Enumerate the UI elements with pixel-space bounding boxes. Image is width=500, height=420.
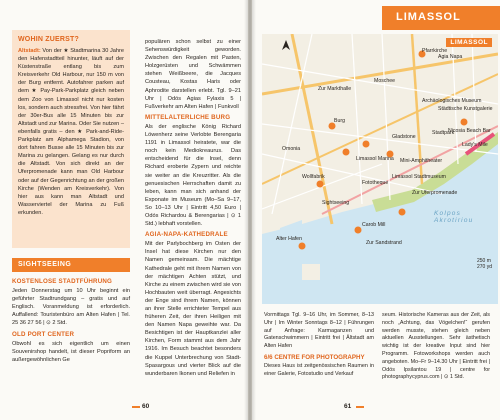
- map-label-marina: Limassol Marina: [356, 156, 394, 162]
- cathedral-text: Mit der Parlybochberg im Osten der Insel hat diese Kirchen nur den Namen gemeinsam. Die mächtige Kathedrale geht mit ihrem Namen von der mächtigen Achten stützt, und Kirche zu einem zwischen wird sie von Hochbauten weit überragt. Angesichts der Enge sind ihrem Namen, können an ihrer Stelle errichteter Tempel aus früheren Zeit, der ihren Heiligen mit den Namen Napa geweihte war. Da Besichtigen ist der Hauptkanzlei aller Kirchen, Form stammt aus dem Jahr 1916. Im Besuch beachtet besonders die Kuppel Unterbrechung von Stadt-Spasargous und vierter Blick auf die wunderbaren Ikonen und Reliefen in: [145, 241, 241, 377]
- map-label-ladys-mile: Lady's Mile: [462, 142, 488, 148]
- map-label-sandstrand: Zur Sandstrand: [366, 240, 402, 246]
- photography-heading: 6/6 CENTRE FOR PHOTOGRAPHY: [264, 353, 365, 361]
- where-first-title: WOHIN ZUERST?: [18, 36, 79, 43]
- city-map: [262, 34, 498, 304]
- hours-text: Vormittags Tgl. 9–16 Uhr, im Sommer, 8–13 Uhr | Im Winter Sonntags 8–12 | Führungen auf Anfrage: Karmaganzen und Gatenschwimmern | Eintritt frei | Ältstadt am Alten Hafen: [264, 312, 374, 350]
- map-label-gladstone: Gladstone: [392, 134, 416, 140]
- museum-text: seum. Historische Kameras aus der Zeit, als noch „Achtung, das Vögelchen!“ gerufen werden musste, stehen gleich neben aktuellen Ausstellungen. Sehr ästhetisch wichtig ist der kreative Input sind hier Programm. Fotoworkshops werden auch angeboten. Mo–Fr 9–14.30 Uhr | Eintritt frei | Odós Ipsilantou 19 | centre for photographycyprus.com | ⊙ 1 Std.: [382, 312, 490, 381]
- map-label-moschee: Moschee: [374, 78, 396, 84]
- city-banner: LIMASSOL: [382, 6, 500, 30]
- old-port-text: Obwohl es sich eigentlich um einen Souvenirshop handelt, ist dieser Popriform an außergewöhnlichen Ge: [12, 340, 130, 363]
- sightseeing-bar: SIGHTSEEING: [12, 258, 130, 272]
- sightseeing-section: [12, 258, 130, 364]
- map-label-carob-mill: Carob Mill: [362, 222, 386, 228]
- page-number-bar-left: [132, 406, 140, 408]
- photography-text: Dieses Haus ist zeitgenössischen Raumen in einer Galerie, Fotostudio und Verkauf: [264, 362, 374, 377]
- old-port-heading: OLD PORT CENTER: [12, 330, 75, 338]
- left-column-text: [145, 38, 241, 378]
- cathedral-heading: AGIA-NAPA-KATHEDRALE: [145, 231, 228, 239]
- left-page: [0, 0, 248, 420]
- page-number-bar-right: [356, 406, 364, 408]
- right-column-b: [382, 312, 490, 382]
- where-first-text: Altstadt: Von der ★ Stadtmarina 30 Jahre den Hafenstadtteil hinunter, läuft auf der Küstenstraße entlang bis zum Kreisverkehr Old Harbour, nur 150 m von der Burg entfernt. Autofahrer parken auf dem ★ Pay-Park-Parkplatz gleich neben dem Zoo von Limassol nicht nur kosten los, sondern auch stressfrei. Von hier fährt der 30er-Bus alle 15 Minuten bis zur Altstadt und zur Marina. Oder Sie nutzen – ebenfalls gratis – den ★ Park-and-Ride-Parkplatz am Alphamega Stadion, von dort fahren Busse alle 15 Minuten bis zur Marina zu gelangen. Gelang es nur durch die Altstadt. Von sich direkt an der Uferpromenade kann man Old Harbour oder auf der Gegenrichtung an der großen Kirche (Wenden am Kreisverkehr). Von hier aus kann man Altstadt und Wasserviertel der Marina zu Fuß erkunden.: [18, 48, 124, 216]
- map-label-markthalle: Zur Markthalle: [318, 86, 352, 92]
- shop-text: populären schon selbst zu einer Sehenswürdigkeit geworden. Zwischen den Regalen mit Pasten, Holzgerüsten und Schwämmen stehen Weißbeere, die Jacques Cousteau, Kostas Haris oder Aphrodite darstellen erlebt. Tgl. 9–21 Uhr | Odós Agias Fylaxis 5 | Fußverkehr am Alten Hafen | Funkvoll: [145, 39, 241, 110]
- map-label-burg: Burg: [334, 118, 345, 124]
- map-label-mini-amphitheater: Mini-Amphitheater: [400, 158, 443, 164]
- map-label-agia-napa: Agia Napa: [438, 54, 463, 60]
- map-label-wollfabrik: Wollfabrik: [302, 174, 325, 180]
- sea-label: Kolpos Akrotiriou: [434, 210, 474, 224]
- map-label-sightseeing: Sightseeing: [322, 200, 350, 206]
- map-label-omonia: Omonia: [282, 146, 301, 152]
- map-title: LIMASSOL: [446, 38, 492, 47]
- book-gutter: [244, 0, 256, 420]
- map-label-alter-hafen: Alter Hafen: [276, 236, 302, 242]
- map-label-kunstgalerie: Städtische Kunstgalerie: [438, 106, 493, 112]
- where-first-box: [12, 30, 130, 248]
- map-label-stadtpark: Stadtpark: [432, 130, 455, 136]
- map-label-uferpromenade: Zur Uferpromenade: [412, 190, 458, 196]
- city-tour-text: Jeden Donnerstag um 10 Uhr beginnt ein geführter Stadtrundgang – gratis und auf Englisch. Voranmeldung ist erforderlich. Auffallend: Touristenbüro am Alten Hafen | Tel. 25 36 27 56 | ⊙ 2 Std.: [12, 288, 130, 327]
- right-page: [252, 0, 500, 420]
- city-tour-heading: KOSTENLOSE STADTFÜHRUNG: [12, 278, 113, 285]
- map-label-fototheque: Fototheque: [362, 180, 389, 186]
- castle-text: Als der englische König Richard Löwenherz seine Verlobte Berengaria 1191 in Limassol heiratete, war die noch kein Mediokreaurus. Das entscheidend für die Insel, denn Richard eroberte Zypern und reichte sie weiter an die Kreuzritter. Als die genuesischen Herrschaften damit zu leben, kann man sich anhand der Exponate im Museum (Mo–Sa 9–17, So 10–13 Uhr | Eintritt 4,50 Euro | Odós Richardou & Berengarias | ⊙ 1 Std.) lebhaft vorstellen.: [145, 123, 241, 228]
- page-number-right: 61: [344, 403, 352, 410]
- map-label-beach-bar: Nicosia Beach Bar: [448, 128, 491, 134]
- map-scale: 250 m 270 yd: [476, 258, 492, 270]
- map-label-stadtmuseum: Limassol Stadtmuseum: [392, 174, 446, 180]
- page-number-left: 60: [142, 403, 150, 410]
- map-graphic: [262, 34, 498, 304]
- castle-heading: MITTELALTERLICHE BURG: [145, 113, 231, 121]
- map-label-archaeologisches-museum: Archäologisches Museum: [422, 98, 482, 104]
- map-label-pfarrkirche: Pfarrkirche: [422, 48, 448, 54]
- right-column-a: [264, 312, 374, 378]
